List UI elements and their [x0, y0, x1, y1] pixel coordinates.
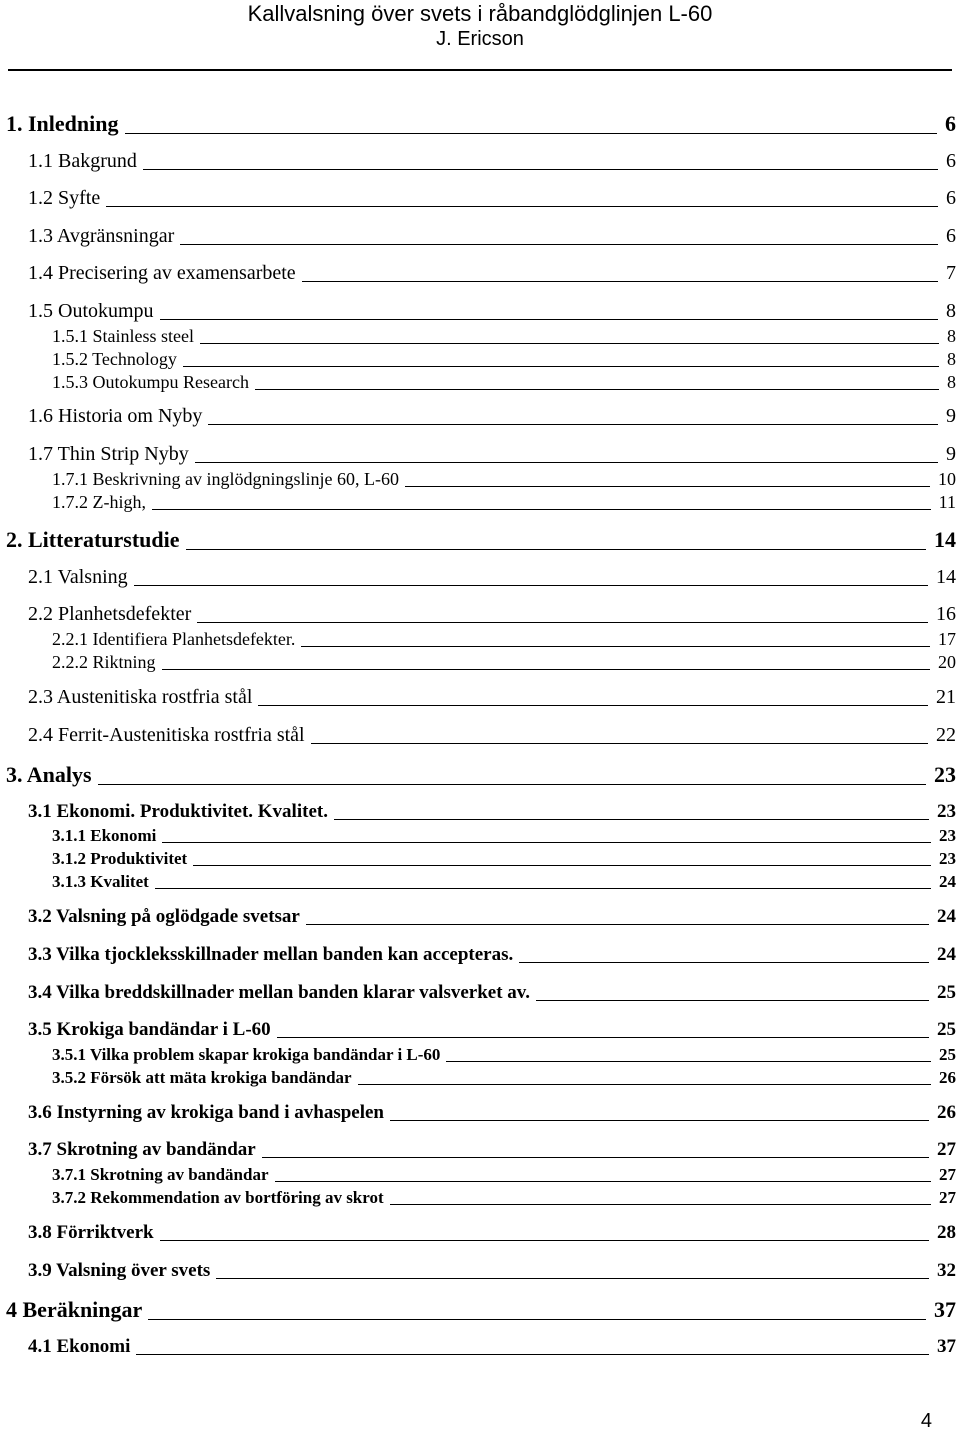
toc-entry-label: 3.7 Skrotning av bandändar [28, 1139, 256, 1160]
toc-leader-line [106, 206, 938, 207]
toc-entry[interactable] [28, 1222, 956, 1244]
toc-leader-line [390, 1120, 929, 1121]
toc-entry-page: 6 [946, 150, 956, 172]
toc-entry-label: 3.8 Förriktverk [28, 1222, 154, 1243]
toc-leader-line [390, 1204, 931, 1205]
toc-entry-page: 32 [937, 1260, 956, 1281]
toc-entry[interactable] [28, 686, 956, 709]
toc-leader-line [152, 509, 931, 510]
toc-entry-page: 25 [937, 1019, 956, 1040]
toc-entry-label: 2.2 Planhetsdefekter [28, 603, 192, 625]
toc-entry-page: 14 [934, 527, 956, 552]
toc-leader-line [125, 133, 938, 134]
toc-leader-line [197, 622, 928, 623]
document-author: J. Ericson [436, 28, 524, 50]
toc-leader-line [160, 319, 938, 320]
toc-entry[interactable] [6, 111, 956, 137]
toc-entry[interactable] [28, 1019, 956, 1041]
toc-entry-page: 23 [939, 849, 956, 868]
toc-leader-line [255, 389, 939, 390]
toc-entry[interactable] [28, 1260, 956, 1282]
toc-entry[interactable] [52, 826, 956, 846]
toc-entry-label: 3.2 Valsning på oglödgade svetsar [28, 906, 300, 927]
toc-entry-label: 3.1.1 Ekonomi [52, 826, 157, 845]
toc-entry-page: 27 [939, 1188, 956, 1207]
toc-entry[interactable] [52, 492, 956, 513]
toc-entry[interactable] [28, 225, 956, 248]
toc-entry-label: 3.6 Instyrning av krokiga band i avhaspelen [28, 1102, 384, 1123]
toc-entry-page: 6 [946, 187, 956, 209]
toc-leader-line [216, 1278, 929, 1279]
toc-leader-line [98, 784, 926, 785]
toc-entry-label: 1. Inledning [6, 111, 119, 136]
toc-entry-label: 3.7.1 Skrotning av bandändar [52, 1165, 269, 1184]
toc-entry[interactable] [28, 566, 956, 589]
toc-entry-label: 3.3 Vilka tjockleksskillnader mellan banden kan accepteras. [28, 944, 514, 965]
toc-entry-label: 1.5 Outokumpu [28, 300, 154, 322]
toc-entry-label: 2.2.1 Identifiera Planhetsdefekter. [52, 629, 296, 649]
toc-entry[interactable] [28, 187, 956, 210]
toc-entry-page: 14 [936, 566, 956, 588]
toc-entry-label: 2. Litteraturstudie [6, 527, 180, 552]
toc-entry[interactable] [52, 1165, 956, 1185]
toc-entry-label: 1.5.1 Stainless steel [52, 326, 194, 346]
toc-leader-line [302, 281, 938, 282]
toc-entry[interactable] [52, 469, 956, 490]
toc-entry-page: 10 [938, 469, 956, 489]
toc-entry[interactable] [6, 527, 956, 553]
toc-entry-label: 3.1.3 Kvalitet [52, 872, 149, 891]
toc-entry[interactable] [28, 262, 956, 285]
toc-entry-label: 3.4 Vilka breddskillnader mellan banden klarar valsverket av. [28, 982, 530, 1003]
toc-entry[interactable] [28, 443, 956, 466]
toc-entry[interactable] [52, 1188, 956, 1208]
page-number: 4 [920, 1410, 932, 1432]
toc-leader-line [446, 1061, 931, 1062]
toc-entry[interactable] [52, 1045, 956, 1065]
toc-entry[interactable] [28, 1139, 956, 1161]
toc-entry-label: 3.1.2 Produktivitet [52, 849, 188, 868]
toc-entry[interactable] [28, 300, 956, 323]
toc-entry-page: 27 [939, 1165, 956, 1184]
toc-entry-label: 1.7.1 Beskrivning av inglödgningslinje 60, L-60 [52, 469, 399, 489]
toc-entry[interactable] [28, 982, 956, 1004]
toc-entry-page: 7 [946, 262, 956, 284]
toc-leader-line [186, 549, 926, 550]
toc-entry[interactable] [6, 1297, 956, 1323]
toc-entry-page: 17 [938, 629, 956, 649]
toc-entry-label: 3.9 Valsning över svets [28, 1260, 211, 1281]
toc-entry-label: 1.7 Thin Strip Nyby [28, 443, 189, 465]
toc-leader-line [162, 669, 930, 670]
toc-entry-page: 37 [937, 1336, 956, 1357]
header-divider [8, 69, 952, 71]
toc-entry-page: 6 [945, 111, 956, 136]
toc-leader-line [134, 585, 928, 586]
toc-leader-line [405, 486, 930, 487]
toc-leader-line [180, 244, 938, 245]
toc-leader-line [193, 865, 931, 866]
toc-entry-page: 28 [937, 1222, 956, 1243]
toc-leader-line [155, 888, 931, 889]
toc-leader-line [148, 1319, 926, 1320]
toc-entry-page: 8 [947, 326, 956, 346]
toc-entry-page: 6 [946, 225, 956, 247]
toc-entry[interactable] [28, 1336, 956, 1358]
toc-entry-page: 9 [946, 405, 956, 427]
toc-entry-label: 2.4 Ferrit-Austenitiska rostfria stål [28, 724, 305, 746]
toc-entry-page: 11 [938, 492, 956, 512]
toc-entry-page: 24 [937, 906, 956, 927]
toc-leader-line [195, 462, 938, 463]
toc-entry-page: 27 [937, 1139, 956, 1160]
toc-entry[interactable] [28, 405, 956, 428]
toc-leader-line [162, 842, 931, 843]
toc-entry-page: 25 [939, 1045, 956, 1064]
toc-entry-page: 24 [939, 872, 956, 891]
toc-entry-page: 9 [946, 443, 956, 465]
toc-entry[interactable] [28, 603, 956, 626]
toc-leader-line [258, 705, 928, 706]
toc-entry[interactable] [52, 849, 956, 869]
toc-entry-label: 1.4 Precisering av examensarbete [28, 262, 296, 284]
toc-entry[interactable] [52, 1068, 956, 1088]
toc-entry-label: 3.5.2 Försök att mäta krokiga bandändar [52, 1068, 352, 1087]
toc-entry-page: 21 [936, 686, 956, 708]
toc-leader-line [277, 1037, 929, 1038]
toc-entry-page: 8 [946, 300, 956, 322]
toc-entry-page: 26 [937, 1102, 956, 1123]
toc-entry-label: 1.3 Avgränsningar [28, 225, 175, 247]
toc-entry-label: 1.1 Bakgrund [28, 150, 137, 172]
toc-entry-label: 2.3 Austenitiska rostfria stål [28, 686, 253, 708]
toc-entry-page: 8 [947, 349, 956, 369]
toc-entry-page: 23 [934, 762, 956, 787]
toc-entry[interactable] [28, 150, 956, 173]
toc-entry-label: 4 Beräkningar [6, 1297, 143, 1322]
toc-entry-page: 26 [939, 1068, 956, 1087]
toc-entry-label: 3.1 Ekonomi. Produktivitet. Kvalitet. [28, 801, 328, 822]
toc-leader-line [311, 743, 928, 744]
toc-leader-line [160, 1240, 929, 1241]
toc-leader-line [519, 962, 929, 963]
toc-entry-page: 37 [934, 1297, 956, 1322]
toc-entry-label: 3.5.1 Vilka problem skapar krokiga bandändar i L-60 [52, 1045, 441, 1064]
toc-entry-label: 2.2.2 Riktning [52, 652, 156, 672]
toc-entry[interactable] [52, 872, 956, 892]
toc-leader-line [200, 343, 939, 344]
toc-entry-label: 1.5.2 Technology [52, 349, 177, 369]
toc-entry-page: 22 [936, 724, 956, 746]
toc-leader-line [143, 169, 938, 170]
toc-entry-page: 16 [936, 603, 956, 625]
toc-entry-page: 25 [937, 982, 956, 1003]
toc-entry[interactable] [52, 326, 956, 347]
toc-entry[interactable] [28, 944, 956, 966]
toc-entry-label: 1.6 Historia om Nyby [28, 405, 203, 427]
toc-entry-label: 3.7.2 Rekommendation av bortföring av skrot [52, 1188, 384, 1207]
toc-entry[interactable] [52, 652, 956, 673]
toc-leader-line [306, 924, 929, 925]
toc-entry[interactable] [28, 1102, 956, 1124]
toc-entry-page: 23 [939, 826, 956, 845]
toc-entry-label: 1.5.3 Outokumpu Research [52, 372, 249, 392]
toc-leader-line [208, 424, 938, 425]
toc-entry-page: 24 [937, 944, 956, 965]
toc-entry[interactable] [52, 349, 956, 370]
toc-entry-label: 3.5 Krokiga bandändar i L-60 [28, 1019, 271, 1040]
toc-entry[interactable] [28, 801, 956, 823]
toc-entry-page: 20 [938, 652, 956, 672]
toc-entry-page: 23 [937, 801, 956, 822]
toc-entry[interactable] [6, 762, 956, 788]
toc-leader-line [183, 366, 939, 367]
toc-entry-label: 3. Analys [6, 762, 92, 787]
toc-entry-label: 4.1 Ekonomi [28, 1336, 131, 1357]
document-title: Kallvalsning över svets i råbandglödglinjen L-60 [247, 1, 713, 26]
toc-entry-page: 8 [947, 372, 956, 392]
toc-leader-line [275, 1181, 931, 1182]
toc-leader-line [262, 1157, 929, 1158]
toc-entry-label: 2.1 Valsning [28, 566, 128, 588]
toc-entry[interactable] [52, 629, 956, 650]
toc-entry[interactable] [52, 372, 956, 393]
toc-entry[interactable] [28, 906, 956, 928]
toc-leader-line [136, 1354, 929, 1355]
toc-entry-label: 1.7.2 Z-high, [52, 492, 146, 512]
toc-leader-line [334, 819, 929, 820]
toc-leader-line [358, 1084, 931, 1085]
toc-leader-line [536, 1000, 929, 1001]
toc-leader-line [301, 646, 930, 647]
toc-entry[interactable] [28, 724, 956, 747]
toc-entry-label: 1.2 Syfte [28, 187, 101, 209]
